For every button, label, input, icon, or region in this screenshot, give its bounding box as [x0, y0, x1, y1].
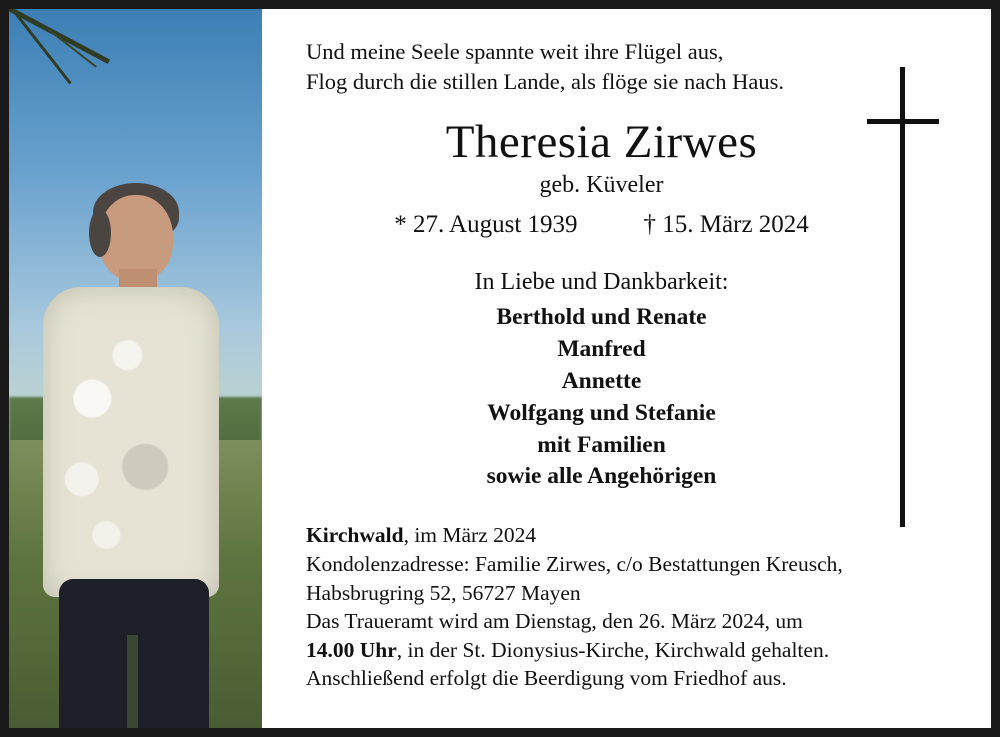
service-line-1: Das Traueramt wird am Dienstag, den 26. März 2024, um [306, 609, 803, 634]
service-time: 14.00 Uhr [306, 637, 397, 662]
birth-date: * 27. August 1939 [394, 210, 578, 238]
photo-tree-branch [9, 9, 159, 139]
deceased-maiden-name: geb. Küveler [539, 171, 664, 198]
life-dates [306, 211, 957, 239]
family-member: Annette [561, 367, 642, 394]
notice-text-column [262, 9, 991, 728]
place-date: , im März 2024 [403, 523, 537, 548]
family-member: sowie alle Angehörigen [486, 463, 717, 490]
cross-icon [867, 67, 939, 527]
condolence-address-line-1: Kondolenzadresse: Familie Zirwes, c/o Bestattungen Kreusch, [306, 552, 843, 577]
family-member: Wolfgang und Stefanie [487, 399, 716, 426]
memorial-verse [306, 37, 957, 96]
service-location: , in der St. Dionysius-Kirche, Kirchwald gehalten. [396, 637, 830, 662]
notice-footer [306, 521, 957, 693]
service-line-2 [306, 636, 957, 665]
condolence-address-line-2: Habsbrugring 52, 56727 Mayen [306, 580, 581, 605]
verse-line-1: Und meine Seele spannte weit ihre Flügel aus, [306, 39, 724, 64]
dedication-line: In Liebe und Dankbarkeit: [474, 268, 729, 295]
family-list [306, 302, 957, 494]
family-member: Manfred [557, 335, 646, 362]
service-line-3: Anschließend erfolgt die Beerdigung vom Friedhof aus. [306, 666, 787, 691]
deceased-photo [9, 9, 262, 728]
place-name: Kirchwald [306, 523, 404, 548]
verse-line-2: Flog durch die stillen Lande, als flöge sie nach Haus. [306, 68, 785, 94]
deceased-name: Theresia Zirwes [445, 116, 758, 169]
place-and-date [306, 521, 957, 550]
family-member: mit Familien [537, 431, 666, 458]
photo-person [15, 183, 245, 728]
family-member: Berthold und Renate [496, 303, 707, 330]
death-date: † 15. März 2024 [643, 210, 809, 238]
